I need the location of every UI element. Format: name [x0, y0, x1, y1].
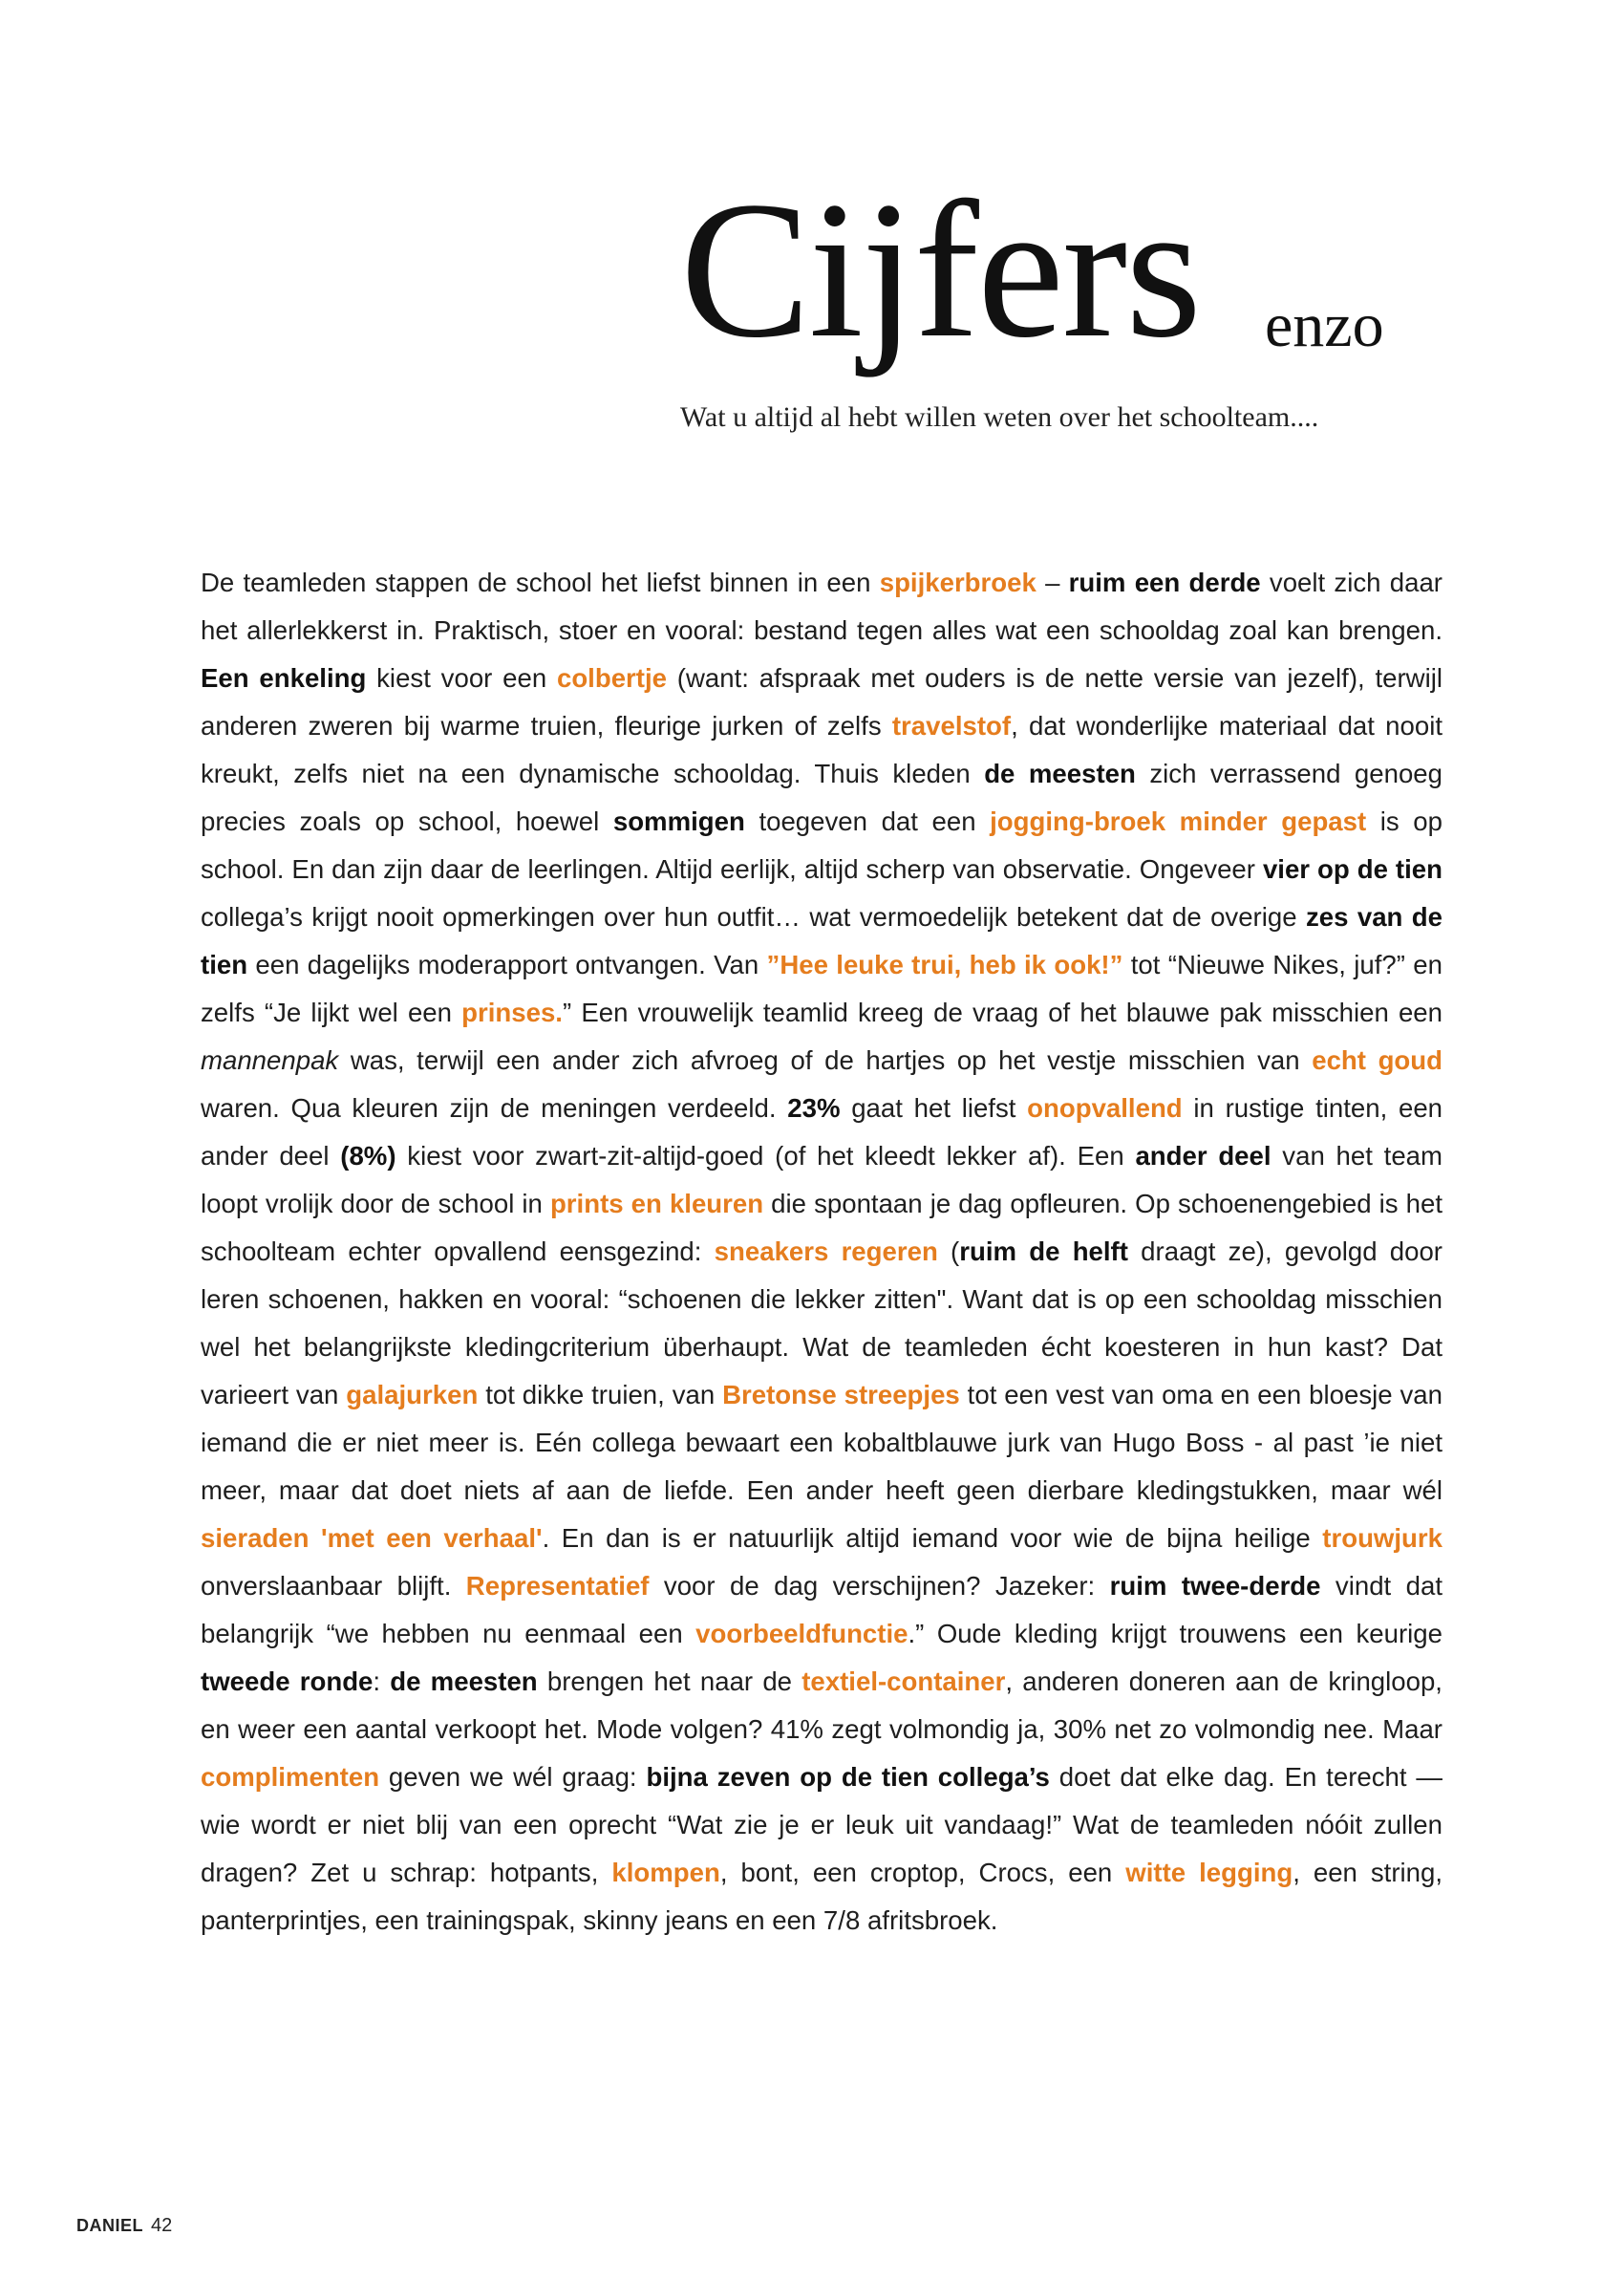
- highlight-text: prinses.: [461, 998, 563, 1027]
- highlight-text: klompen: [611, 1858, 720, 1887]
- highlight-text: ”Hee leuke trui, heb ik ook!”: [766, 950, 1123, 979]
- article-text: zich verrassend genoeg precies zoals op school, hoewel: [201, 759, 1443, 836]
- highlight-text: Bretonse streepjes: [722, 1380, 960, 1409]
- highlight-text: echt goud: [1312, 1045, 1442, 1075]
- article-text: vindt dat belangrijk “we hebben nu eenmaal een: [201, 1571, 1442, 1648]
- page-footer: [76, 2215, 172, 2237]
- page-number: 42: [151, 2215, 173, 2236]
- article-text: tot dikke truien, van: [478, 1380, 723, 1409]
- article-text: . En dan is er natuurlijk altijd iemand voor wie de bijna heilige: [542, 1523, 1323, 1553]
- bold-text: ruim twee-derde: [1109, 1571, 1321, 1601]
- magazine-brand: DANIEL: [76, 2216, 143, 2235]
- article-text: , bont, een croptop, Crocs, een: [719, 1858, 1126, 1887]
- article-text: was, terwijl een ander zich afvroeg of de hartjes op het vestje misschien van: [338, 1045, 1313, 1075]
- article-text: , een string, panterprintjes, een trainingspak, skinny jeans en een 7/8 afritsbroek.: [201, 1858, 1443, 1935]
- page-title-suffix: enzo: [1265, 290, 1384, 360]
- article-text: is op school. En dan zijn daar de leerlingen. Altijd eerlijk, altijd scherp van observatie. Ongeveer: [201, 806, 1442, 884]
- article-text: brengen het naar de: [537, 1666, 802, 1696]
- bold-text: ruim de helft: [959, 1236, 1128, 1266]
- highlight-text: voorbeeldfunctie: [695, 1619, 908, 1648]
- article-text: .” Oude kleding krijgt trouwens een keurige: [908, 1619, 1442, 1648]
- article-text: –: [1036, 568, 1069, 597]
- article-text: voor de dag verschijnen? Jazeker:: [649, 1571, 1110, 1601]
- bold-text: zes van de tien: [201, 902, 1442, 979]
- article-text: ” Een vrouwelijk teamlid kreeg de vraag of het blauwe pak misschien een: [562, 998, 1443, 1027]
- article-text: , dat wonderlijke materiaal dat nooit kreukt, zelfs niet na een dynamische schooldag. Thuis kleden: [201, 711, 1443, 788]
- article-text: die spontaan je dag opfleuren. Op schoenengebied is het schoolteam echter opvallend eensgezind:: [201, 1189, 1442, 1266]
- bold-text: sommigen: [612, 806, 745, 836]
- article-text: (want: afspraak met ouders is de nette versie van jezelf), terwijl anderen zweren bij warme truien, fleurige jurken of zelfs: [201, 663, 1442, 741]
- italic-text: mannenpak: [201, 1045, 339, 1075]
- article-text: kiest voor een: [366, 663, 557, 693]
- article-text: collega’s krijgt nooit opmerkingen over hun outfit… wat vermoedelijk betekent dat de overige: [201, 902, 1306, 932]
- highlight-text: onopvallend: [1027, 1093, 1183, 1123]
- article-text: , anderen doneren aan de kringloop, en weer een aantal verkoopt het. Mode volgen? 41% zegt volmondig ja, 30% net zo volmondig nee. Maar: [201, 1666, 1442, 1744]
- article-text: :: [373, 1666, 391, 1696]
- article-text: voelt zich daar het allerlekkerst in. Praktisch, stoer en vooral: bestand tegen alles wat een schooldag zoal kan brengen.: [201, 568, 1442, 645]
- highlight-text: witte legging: [1125, 1858, 1293, 1887]
- article-text: toegeven dat een: [744, 806, 991, 836]
- article-text: doet dat elke dag. En terecht — wie wordt er niet blij van een oprecht “Wat zie je er leuk uit vandaag!” Wat de teamleden nóóit zullen dragen? Zet u schrap: hotpants,: [201, 1762, 1442, 1887]
- article-text: onverslaanbaar blijft.: [201, 1571, 466, 1601]
- highlight-text: sieraden 'met een verhaal': [201, 1523, 543, 1553]
- article-text: tot een vest van oma en een bloesje van iemand die er niet meer is. Eén collega bewaart een kobaltblauwe jurk van Hugo Boss - al past ’ie niet meer, maar dat doet niets af aan de liefde. Een ander heeft geen dierbare kledingstukken, maar wél: [201, 1380, 1443, 1505]
- bold-text: tweede ronde: [201, 1666, 374, 1696]
- bold-text: ruim een derde: [1068, 568, 1261, 597]
- bold-text: (8%): [340, 1141, 396, 1171]
- article-text: in rustige tinten, een ander deel: [201, 1093, 1443, 1171]
- page-subtitle: Wat u altijd al hebt willen weten over het schoolteam....: [680, 401, 1319, 433]
- bold-text: Een enkeling: [201, 663, 367, 693]
- highlight-text: textiel-container: [801, 1666, 1006, 1696]
- bold-text: ander deel: [1135, 1141, 1271, 1171]
- article-text: van het team loopt vrolijk door de school in: [201, 1141, 1442, 1218]
- article-text: draagt ze), gevolgd door leren schoenen, hakken en vooral: “schoenen die lekker zitten". Want dat is op een schooldag misschien wel het belangrijkste kledingcriterium überhaupt. Wat de teamleden écht koesteren in hun kast? Dat varieert van: [201, 1236, 1443, 1409]
- highlight-text: spijkerbroek: [879, 568, 1036, 597]
- bold-text: de meesten: [984, 759, 1136, 788]
- bold-text: de meesten: [390, 1666, 538, 1696]
- highlight-text: travelstof: [891, 711, 1012, 741]
- article-text: tot “Nieuwe Nikes, juf?” en zelfs “Je lijkt wel een: [201, 950, 1442, 1027]
- article-text: geven we wél graag:: [379, 1762, 647, 1792]
- article-text: waren. Qua kleuren zijn de meningen verdeeld.: [201, 1093, 788, 1123]
- article-text: een dagelijks moderapport ontvangen. Van: [247, 950, 767, 979]
- highlight-text: jogging-broek minder gepast: [990, 806, 1367, 836]
- highlight-text: complimenten: [201, 1762, 380, 1792]
- highlight-text: colbertje: [556, 663, 667, 693]
- article-text: gaat het liefst: [840, 1093, 1028, 1123]
- highlight-text: prints en kleuren: [549, 1189, 764, 1218]
- article-body: [201, 559, 1442, 1945]
- bold-text: vier op de tien: [1262, 854, 1442, 884]
- bold-text: bijna zeven op de tien collega’s: [646, 1762, 1050, 1792]
- article-text: kiest voor zwart-zit-altijd-goed (of het kleedt lekker af). Een: [395, 1141, 1136, 1171]
- highlight-text: Representatief: [465, 1571, 650, 1601]
- article-text: (: [937, 1236, 960, 1266]
- highlight-text: sneakers regeren: [714, 1236, 938, 1266]
- bold-text: 23%: [787, 1093, 841, 1123]
- article-text: De teamleden stappen de school het liefst binnen in een: [201, 568, 880, 597]
- highlight-text: trouwjurk: [1322, 1523, 1442, 1553]
- highlight-text: galajurken: [346, 1380, 479, 1409]
- page-title: Cijfers: [680, 161, 1200, 378]
